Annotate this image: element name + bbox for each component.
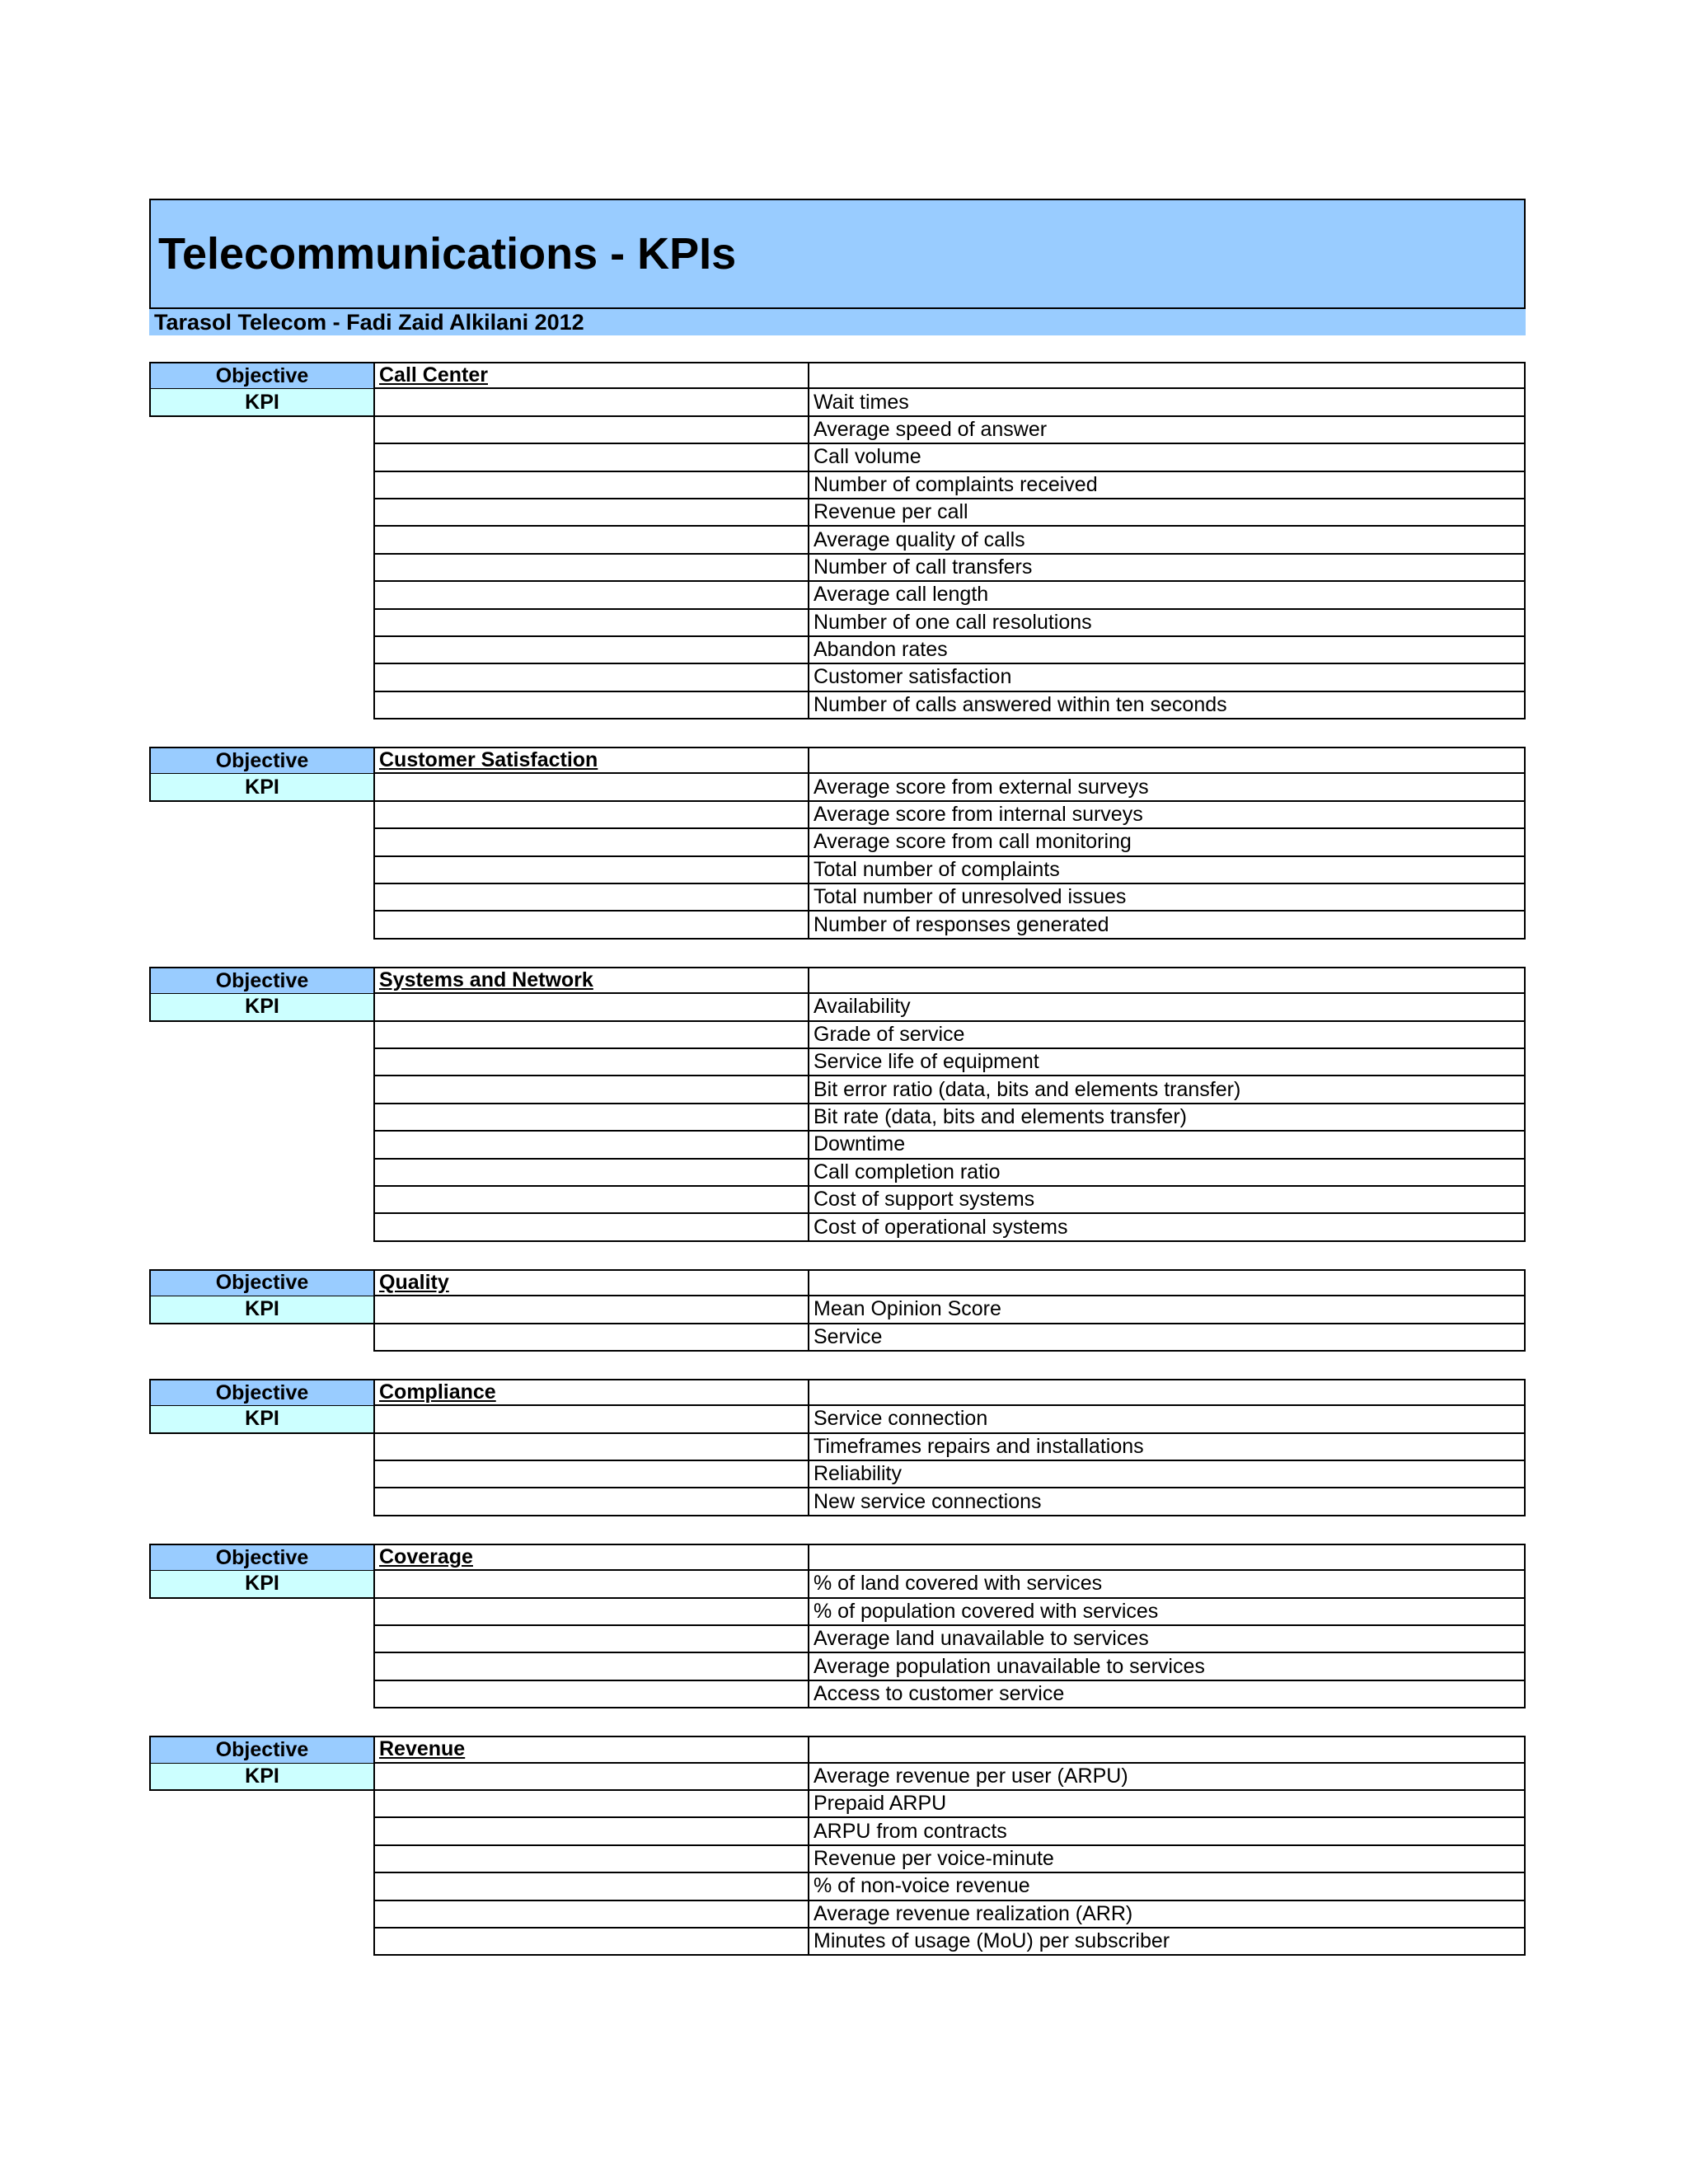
- table-row: [149, 994, 1526, 1021]
- kpi-name: Availability: [808, 994, 1526, 1021]
- spacer-cell: [149, 692, 373, 719]
- spacer-cell: [149, 1929, 373, 1956]
- kpi-name: Prepaid ARPU: [808, 1791, 1526, 1818]
- spacer-cell: [149, 1187, 373, 1214]
- kpi-name: Average revenue realization (ARR): [808, 1901, 1526, 1929]
- subtitle-bar: [149, 309, 1526, 335]
- kpi-name: % of population covered with services: [808, 1599, 1526, 1626]
- spacer-cell: [149, 555, 373, 582]
- kpi-name: Average revenue per user (ARPU): [808, 1764, 1526, 1791]
- kpi-name: ARPU from contracts: [808, 1818, 1526, 1845]
- sections-container: [149, 362, 1526, 1956]
- spacer-cell: [149, 829, 373, 856]
- kpi-blank-cell: [373, 582, 808, 609]
- table-row: [149, 1160, 1526, 1187]
- kpi-blank-cell: [373, 389, 808, 416]
- kpi-section: [149, 747, 1526, 940]
- objective-label: Objective: [149, 362, 373, 389]
- table-row: [149, 1653, 1526, 1680]
- kpi-name: Average land unavailable to services: [808, 1626, 1526, 1653]
- kpi-blank-cell: [373, 1846, 808, 1873]
- kpi-blank-cell: [373, 1104, 808, 1132]
- kpi-blank-cell: [373, 1488, 808, 1516]
- spacer-cell: [149, 444, 373, 471]
- kpi-name: Downtime: [808, 1132, 1526, 1159]
- objective-row: [149, 1544, 1526, 1571]
- objective-label: Objective: [149, 747, 373, 774]
- kpi-name: Bit error ratio (data, bits and elements transfer): [808, 1076, 1526, 1104]
- kpi-label: KPI: [149, 1296, 373, 1324]
- kpi-name: New service connections: [808, 1488, 1526, 1516]
- kpi-blank-cell: [373, 1296, 808, 1324]
- table-row: [149, 884, 1526, 912]
- table-row: [149, 417, 1526, 444]
- objective-category: Customer Satisfaction: [373, 747, 808, 774]
- kpi-blank-cell: [373, 857, 808, 884]
- kpi-section: [149, 1544, 1526, 1708]
- spacer-cell: [149, 1076, 373, 1104]
- kpi-blank-cell: [373, 499, 808, 527]
- objective-empty-cell: [808, 967, 1526, 994]
- objective-label: Objective: [149, 1379, 373, 1406]
- objective-row: [149, 1379, 1526, 1406]
- table-row: [149, 499, 1526, 527]
- table-row: [149, 857, 1526, 884]
- kpi-blank-cell: [373, 664, 808, 691]
- kpi-section: [149, 967, 1526, 1242]
- kpi-label: KPI: [149, 1764, 373, 1791]
- kpi-name: Average score from call monitoring: [808, 829, 1526, 856]
- kpi-name: Number of one call resolutions: [808, 610, 1526, 637]
- spacer-cell: [149, 417, 373, 444]
- objective-empty-cell: [808, 1544, 1526, 1571]
- spacer-cell: [149, 1022, 373, 1049]
- table-row: [149, 610, 1526, 637]
- kpi-name: Revenue per call: [808, 499, 1526, 527]
- kpi-blank-cell: [373, 1681, 808, 1708]
- kpi-blank-cell: [373, 802, 808, 829]
- objective-row: [149, 1269, 1526, 1296]
- objective-category: Compliance: [373, 1379, 808, 1406]
- spacer-cell: [149, 527, 373, 554]
- table-row: [149, 1818, 1526, 1845]
- spacer-cell: [149, 637, 373, 664]
- kpi-name: Cost of support systems: [808, 1187, 1526, 1214]
- objective-label: Objective: [149, 1544, 373, 1571]
- kpi-section: [149, 1379, 1526, 1516]
- kpi-blank-cell: [373, 1324, 808, 1352]
- kpi-name: Average speed of answer: [808, 417, 1526, 444]
- kpi-blank-cell: [373, 1434, 808, 1461]
- kpi-blank-cell: [373, 1160, 808, 1187]
- kpi-blank-cell: [373, 774, 808, 801]
- table-row: [149, 1076, 1526, 1104]
- kpi-blank-cell: [373, 637, 808, 664]
- table-row: [149, 1846, 1526, 1873]
- page-subtitle: Tarasol Telecom - Fadi Zaid Alkilani 2012: [154, 309, 584, 335]
- table-row: [149, 389, 1526, 416]
- kpi-blank-cell: [373, 1873, 808, 1900]
- kpi-name: Customer satisfaction: [808, 664, 1526, 691]
- kpi-blank-cell: [373, 1764, 808, 1791]
- spacer-cell: [149, 1791, 373, 1818]
- table-row: [149, 829, 1526, 856]
- spacer-cell: [149, 1599, 373, 1626]
- kpi-name: Mean Opinion Score: [808, 1296, 1526, 1324]
- objective-empty-cell: [808, 1379, 1526, 1406]
- table-row: [149, 664, 1526, 691]
- kpi-name: Number of calls answered within ten seconds: [808, 692, 1526, 719]
- kpi-blank-cell: [373, 1626, 808, 1653]
- spacer-cell: [149, 1104, 373, 1132]
- kpi-name: Wait times: [808, 389, 1526, 416]
- kpi-name: Abandon rates: [808, 637, 1526, 664]
- table-row: [149, 774, 1526, 801]
- kpi-blank-cell: [373, 417, 808, 444]
- kpi-name: Service connection: [808, 1406, 1526, 1433]
- kpi-blank-cell: [373, 1076, 808, 1104]
- kpi-blank-cell: [373, 1653, 808, 1680]
- kpi-name: Bit rate (data, bits and elements transfer): [808, 1104, 1526, 1132]
- kpi-blank-cell: [373, 1406, 808, 1433]
- table-row: [149, 1406, 1526, 1433]
- kpi-blank-cell: [373, 1214, 808, 1241]
- spacer-cell: [149, 1653, 373, 1680]
- kpi-name: Service life of equipment: [808, 1049, 1526, 1076]
- spacer-cell: [149, 884, 373, 912]
- table-row: [149, 444, 1526, 471]
- table-row: [149, 1187, 1526, 1214]
- kpi-blank-cell: [373, 1571, 808, 1598]
- kpi-name: Total number of complaints: [808, 857, 1526, 884]
- kpi-name: Average quality of calls: [808, 527, 1526, 554]
- objective-empty-cell: [808, 1736, 1526, 1763]
- table-row: [149, 1929, 1526, 1956]
- table-row: [149, 1324, 1526, 1352]
- table-row: [149, 692, 1526, 719]
- table-row: [149, 1571, 1526, 1598]
- table-row: [149, 912, 1526, 939]
- spacer-cell: [149, 1846, 373, 1873]
- kpi-blank-cell: [373, 884, 808, 912]
- objective-category: Coverage: [373, 1544, 808, 1571]
- spacer-cell: [149, 582, 373, 609]
- kpi-blank-cell: [373, 1132, 808, 1159]
- kpi-blank-cell: [373, 692, 808, 719]
- kpi-name: Average population unavailable to services: [808, 1653, 1526, 1680]
- kpi-name: Revenue per voice-minute: [808, 1846, 1526, 1873]
- spacer-cell: [149, 1324, 373, 1352]
- objective-category: Quality: [373, 1269, 808, 1296]
- objective-category: Revenue: [373, 1736, 808, 1763]
- kpi-section: [149, 1736, 1526, 1956]
- kpi-blank-cell: [373, 1022, 808, 1049]
- kpi-name: Call volume: [808, 444, 1526, 471]
- table-row: [149, 1681, 1526, 1708]
- kpi-blank-cell: [373, 1791, 808, 1818]
- kpi-name: Average score from internal surveys: [808, 802, 1526, 829]
- kpi-blank-cell: [373, 1901, 808, 1929]
- kpi-name: Average call length: [808, 582, 1526, 609]
- table-row: [149, 1791, 1526, 1818]
- kpi-blank-cell: [373, 1929, 808, 1956]
- kpi-name: Minutes of usage (MoU) per subscriber: [808, 1929, 1526, 1956]
- kpi-name: Number of responses generated: [808, 912, 1526, 939]
- kpi-blank-cell: [373, 829, 808, 856]
- kpi-name: Timeframes repairs and installations: [808, 1434, 1526, 1461]
- page-title: Telecommunications - KPIs: [158, 229, 737, 279]
- kpi-name: Cost of operational systems: [808, 1214, 1526, 1241]
- kpi-blank-cell: [373, 1818, 808, 1845]
- objective-empty-cell: [808, 747, 1526, 774]
- spacer-cell: [149, 912, 373, 939]
- table-row: [149, 555, 1526, 582]
- spacer-cell: [149, 1434, 373, 1461]
- kpi-label: KPI: [149, 994, 373, 1021]
- spacer-cell: [149, 1626, 373, 1653]
- kpi-label: KPI: [149, 1406, 373, 1433]
- objective-category: Systems and Network: [373, 967, 808, 994]
- objective-row: [149, 747, 1526, 774]
- objective-label: Objective: [149, 1269, 373, 1296]
- kpi-label: KPI: [149, 1571, 373, 1598]
- table-row: [149, 1873, 1526, 1900]
- spacer-cell: [149, 1873, 373, 1900]
- table-row: [149, 1022, 1526, 1049]
- kpi-blank-cell: [373, 912, 808, 939]
- spacer-cell: [149, 1049, 373, 1076]
- kpi-blank-cell: [373, 444, 808, 471]
- objective-label: Objective: [149, 1736, 373, 1763]
- spacer-cell: [149, 1214, 373, 1241]
- kpi-name: Grade of service: [808, 1022, 1526, 1049]
- title-box: [149, 199, 1526, 309]
- table-row: [149, 1764, 1526, 1791]
- kpi-blank-cell: [373, 1049, 808, 1076]
- kpi-name: Reliability: [808, 1461, 1526, 1488]
- spacer-cell: [149, 1461, 373, 1488]
- spacer-cell: [149, 1488, 373, 1516]
- spacer-cell: [149, 802, 373, 829]
- kpi-name: Average score from external surveys: [808, 774, 1526, 801]
- kpi-name: Number of call transfers: [808, 555, 1526, 582]
- kpi-name: % of non-voice revenue: [808, 1873, 1526, 1900]
- kpi-name: Number of complaints received: [808, 472, 1526, 499]
- spacer-cell: [149, 857, 373, 884]
- kpi-label: KPI: [149, 389, 373, 416]
- kpi-blank-cell: [373, 1599, 808, 1626]
- kpi-blank-cell: [373, 1461, 808, 1488]
- table-row: [149, 582, 1526, 609]
- table-row: [149, 1461, 1526, 1488]
- objective-empty-cell: [808, 362, 1526, 389]
- spacer-cell: [149, 1681, 373, 1708]
- kpi-blank-cell: [373, 527, 808, 554]
- table-row: [149, 1488, 1526, 1516]
- table-row: [149, 1626, 1526, 1653]
- kpi-sheet: [149, 199, 1526, 1956]
- spacer-cell: [149, 499, 373, 527]
- objective-category: Call Center: [373, 362, 808, 389]
- table-row: [149, 637, 1526, 664]
- table-row: [149, 472, 1526, 499]
- kpi-blank-cell: [373, 472, 808, 499]
- spacer-cell: [149, 1901, 373, 1929]
- spacer-cell: [149, 1818, 373, 1845]
- kpi-blank-cell: [373, 994, 808, 1021]
- spacer-cell: [149, 1132, 373, 1159]
- kpi-name: % of land covered with services: [808, 1571, 1526, 1598]
- table-row: [149, 1901, 1526, 1929]
- kpi-name: Total number of unresolved issues: [808, 884, 1526, 912]
- objective-row: [149, 362, 1526, 389]
- table-row: [149, 802, 1526, 829]
- kpi-name: Call completion ratio: [808, 1160, 1526, 1187]
- table-row: [149, 1104, 1526, 1132]
- objective-row: [149, 1736, 1526, 1763]
- objective-label: Objective: [149, 967, 373, 994]
- table-row: [149, 1132, 1526, 1159]
- kpi-blank-cell: [373, 555, 808, 582]
- kpi-name: Access to customer service: [808, 1681, 1526, 1708]
- objective-row: [149, 967, 1526, 994]
- table-row: [149, 527, 1526, 554]
- kpi-label: KPI: [149, 774, 373, 801]
- spacer-cell: [149, 472, 373, 499]
- table-row: [149, 1434, 1526, 1461]
- kpi-section: [149, 1269, 1526, 1352]
- spacer-cell: [149, 610, 373, 637]
- kpi-blank-cell: [373, 1187, 808, 1214]
- table-row: [149, 1599, 1526, 1626]
- spacer-cell: [149, 1160, 373, 1187]
- kpi-section: [149, 362, 1526, 719]
- spacer-cell: [149, 664, 373, 691]
- table-row: [149, 1049, 1526, 1076]
- kpi-blank-cell: [373, 610, 808, 637]
- objective-empty-cell: [808, 1269, 1526, 1296]
- kpi-name: Service: [808, 1324, 1526, 1352]
- table-row: [149, 1214, 1526, 1241]
- table-row: [149, 1296, 1526, 1324]
